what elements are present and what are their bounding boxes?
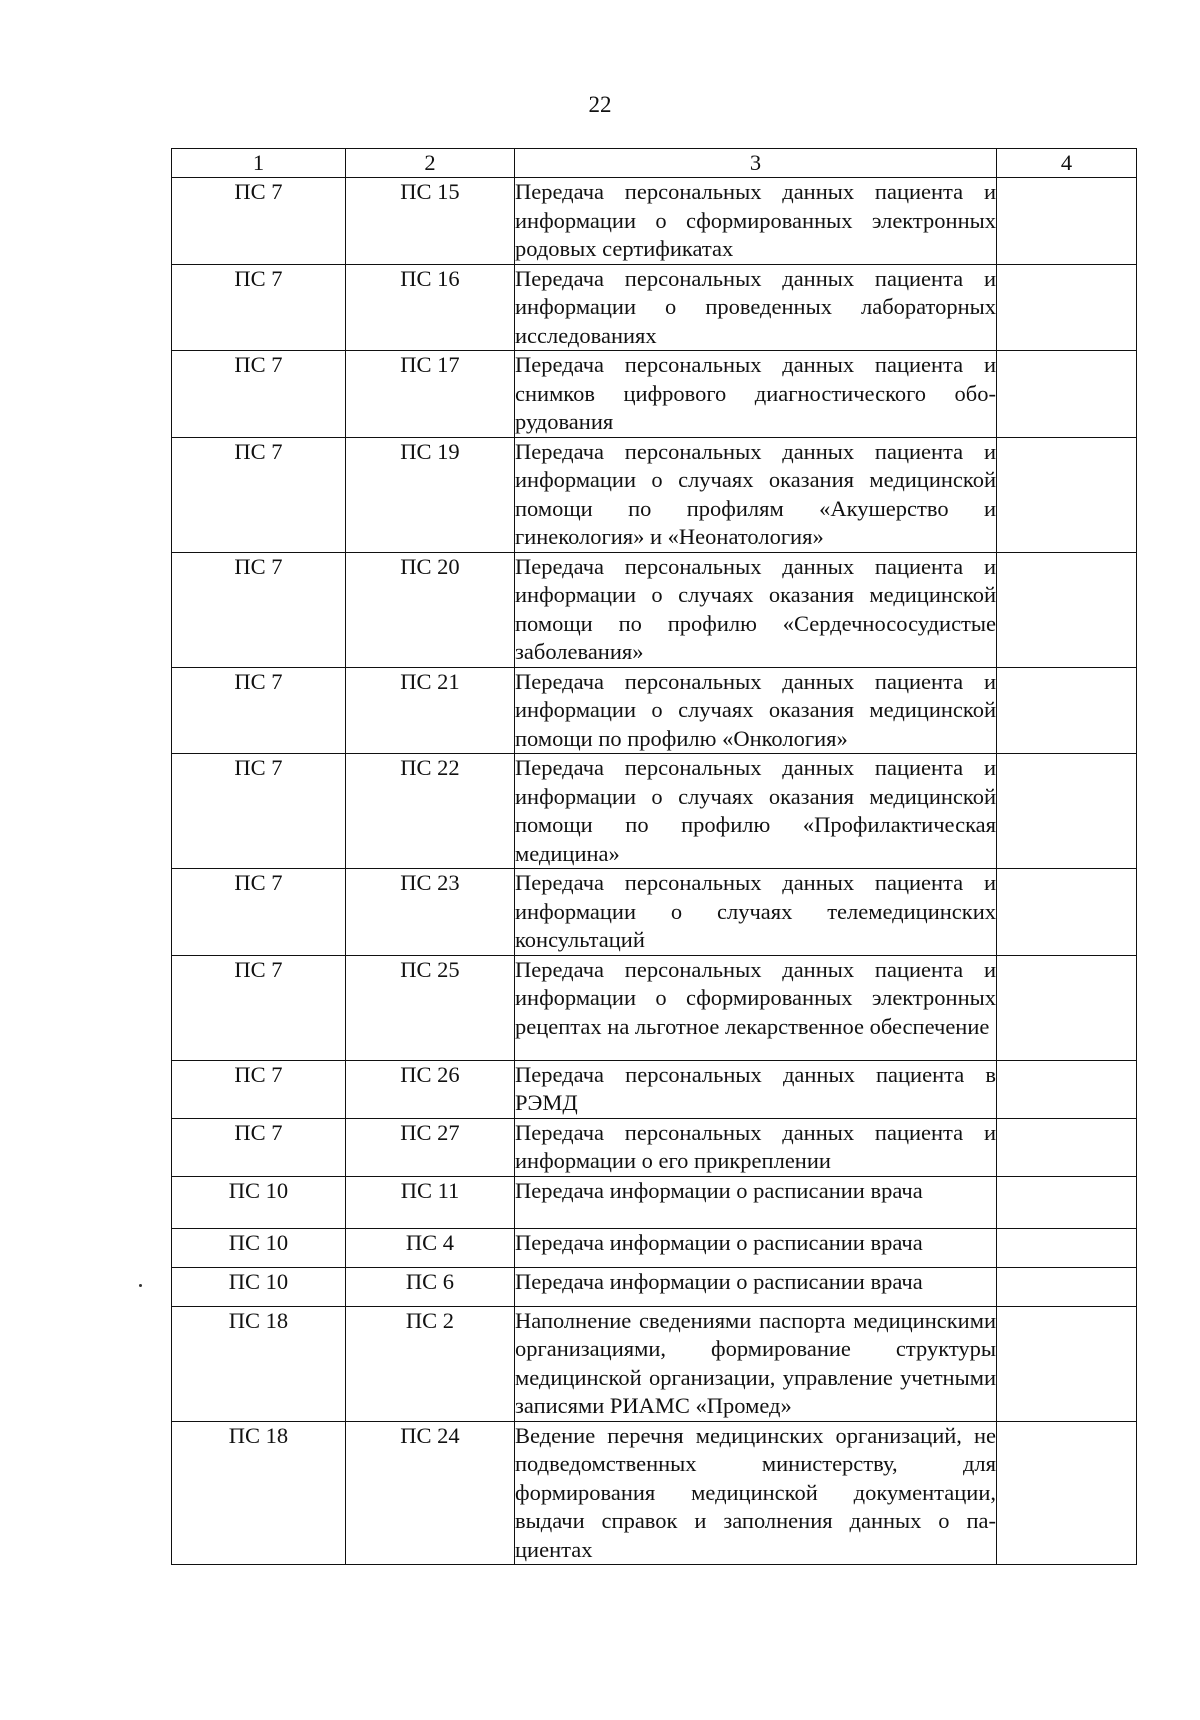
- source-system-cell: ПС 7: [172, 351, 346, 438]
- column-header-3: 3: [515, 149, 997, 178]
- description-cell: Передача информации о расписании врача: [515, 1267, 997, 1306]
- table-row: [172, 1421, 1137, 1565]
- table-row: [172, 955, 1137, 1060]
- table-row: [172, 869, 1137, 956]
- description-cell: Передача персональных данных пациента и информации о его прикреплении: [515, 1118, 997, 1176]
- table-row: [172, 1176, 1137, 1228]
- source-system-cell: ПС 7: [172, 754, 346, 869]
- target-system-cell: ПС 16: [346, 264, 515, 351]
- source-system-cell: ПС 7: [172, 1060, 346, 1118]
- description-cell: Наполнение сведениями паспорта медицинскими организациями, формирование структуры медицинской организации, управление учетными записями РИАМС «Промед»: [515, 1306, 997, 1421]
- target-system-cell: ПС 4: [346, 1228, 515, 1267]
- note-cell: [997, 552, 1137, 667]
- target-system-cell: ПС 23: [346, 869, 515, 956]
- note-cell: [997, 351, 1137, 438]
- table-row: [172, 1118, 1137, 1176]
- note-cell: [997, 1118, 1137, 1176]
- description-cell: Передача персональных данных пациента в РЭМД: [515, 1060, 997, 1118]
- page-number: 22: [588, 92, 612, 117]
- description-cell: Передача персональных данных пациента и информации о случаях оказания медицинской помощи по профилю «Профилактическая медицина»: [515, 754, 997, 869]
- target-system-cell: ПС 25: [346, 955, 515, 1060]
- source-system-cell: ПС 7: [172, 667, 346, 754]
- column-header-1: 1: [172, 149, 346, 178]
- note-cell: [997, 1176, 1137, 1228]
- note-cell: [997, 1267, 1137, 1306]
- source-system-cell: ПС 7: [172, 178, 346, 265]
- description-cell: Передача персональных данных пациента и информации о сформированных электронных рецептах на льготное лекарственное обеспечение: [515, 955, 997, 1060]
- source-system-cell: ПС 7: [172, 264, 346, 351]
- column-header-2: 2: [346, 149, 515, 178]
- target-system-cell: ПС 17: [346, 351, 515, 438]
- note-cell: [997, 1306, 1137, 1421]
- column-header-4: 4: [997, 149, 1137, 178]
- note-cell: [997, 178, 1137, 265]
- target-system-cell: ПС 26: [346, 1060, 515, 1118]
- table-row: [172, 351, 1137, 438]
- source-system-cell: ПС 10: [172, 1228, 346, 1267]
- note-cell: [997, 955, 1137, 1060]
- note-cell: [997, 264, 1137, 351]
- target-system-cell: ПС 2: [346, 1306, 515, 1421]
- table-row: [172, 437, 1137, 552]
- scan-speck: [139, 1284, 142, 1287]
- table-row: [172, 552, 1137, 667]
- description-cell: Передача персональных данных пациента и информации о случаях оказания медицинской помощи по профилю «Сердечнососудистые заболевания»: [515, 552, 997, 667]
- source-system-cell: ПС 7: [172, 869, 346, 956]
- table-row: [172, 1060, 1137, 1118]
- source-system-cell: ПС 10: [172, 1267, 346, 1306]
- source-system-cell: ПС 10: [172, 1176, 346, 1228]
- description-cell: Передача персональных данных пациента и информации о случаях телемедицинских консультаций: [515, 869, 997, 956]
- description-cell: Передача персональных данных пациента и информации о случаях оказания медицинской помощи по профилю «Онкология»: [515, 667, 997, 754]
- note-cell: [997, 1060, 1137, 1118]
- source-system-cell: ПС 7: [172, 552, 346, 667]
- target-system-cell: ПС 22: [346, 754, 515, 869]
- description-cell: Ведение перечня медицинских организаций, не подведомственных министерству, для формирования медицинской документации, выдачи справок и заполнения данных о пациентах: [515, 1421, 997, 1565]
- description-cell: Передача персональных данных пациента и информации о сформированных электронных родовых сертификатах: [515, 178, 997, 265]
- table-row: [172, 264, 1137, 351]
- source-system-cell: ПС 18: [172, 1421, 346, 1565]
- description-cell: Передача информации о расписании врача: [515, 1176, 997, 1228]
- target-system-cell: ПС 15: [346, 178, 515, 265]
- description-cell: Передача информации о расписании врача: [515, 1228, 997, 1267]
- table-row: [172, 1306, 1137, 1421]
- note-cell: [997, 667, 1137, 754]
- table-row: [172, 667, 1137, 754]
- note-cell: [997, 1228, 1137, 1267]
- note-cell: [997, 754, 1137, 869]
- table-row: [172, 1267, 1137, 1306]
- source-system-cell: ПС 7: [172, 1118, 346, 1176]
- table-row: [172, 178, 1137, 265]
- source-system-cell: ПС 7: [172, 437, 346, 552]
- note-cell: [997, 437, 1137, 552]
- interaction-table: [171, 148, 1137, 1565]
- description-cell: Передача персональных данных пациента и информации о случаях оказания медицинской помощи по профилям «Акушерство и гинекология» и «Неонатология»: [515, 437, 997, 552]
- target-system-cell: ПС 6: [346, 1267, 515, 1306]
- description-cell: Передача персональных данных пациента и снимков цифрового диагностического оборудования: [515, 351, 997, 438]
- target-system-cell: ПС 27: [346, 1118, 515, 1176]
- target-system-cell: ПС 20: [346, 552, 515, 667]
- table-row: [172, 754, 1137, 869]
- target-system-cell: ПС 19: [346, 437, 515, 552]
- source-system-cell: ПС 18: [172, 1306, 346, 1421]
- note-cell: [997, 1421, 1137, 1565]
- table-row: [172, 1228, 1137, 1267]
- note-cell: [997, 869, 1137, 956]
- table-header-row: [172, 149, 1137, 178]
- source-system-cell: ПС 7: [172, 955, 346, 1060]
- target-system-cell: ПС 24: [346, 1421, 515, 1565]
- target-system-cell: ПС 11: [346, 1176, 515, 1228]
- target-system-cell: ПС 21: [346, 667, 515, 754]
- description-cell: Передача персональных данных пациента и информации о проведенных лабораторных исследованиях: [515, 264, 997, 351]
